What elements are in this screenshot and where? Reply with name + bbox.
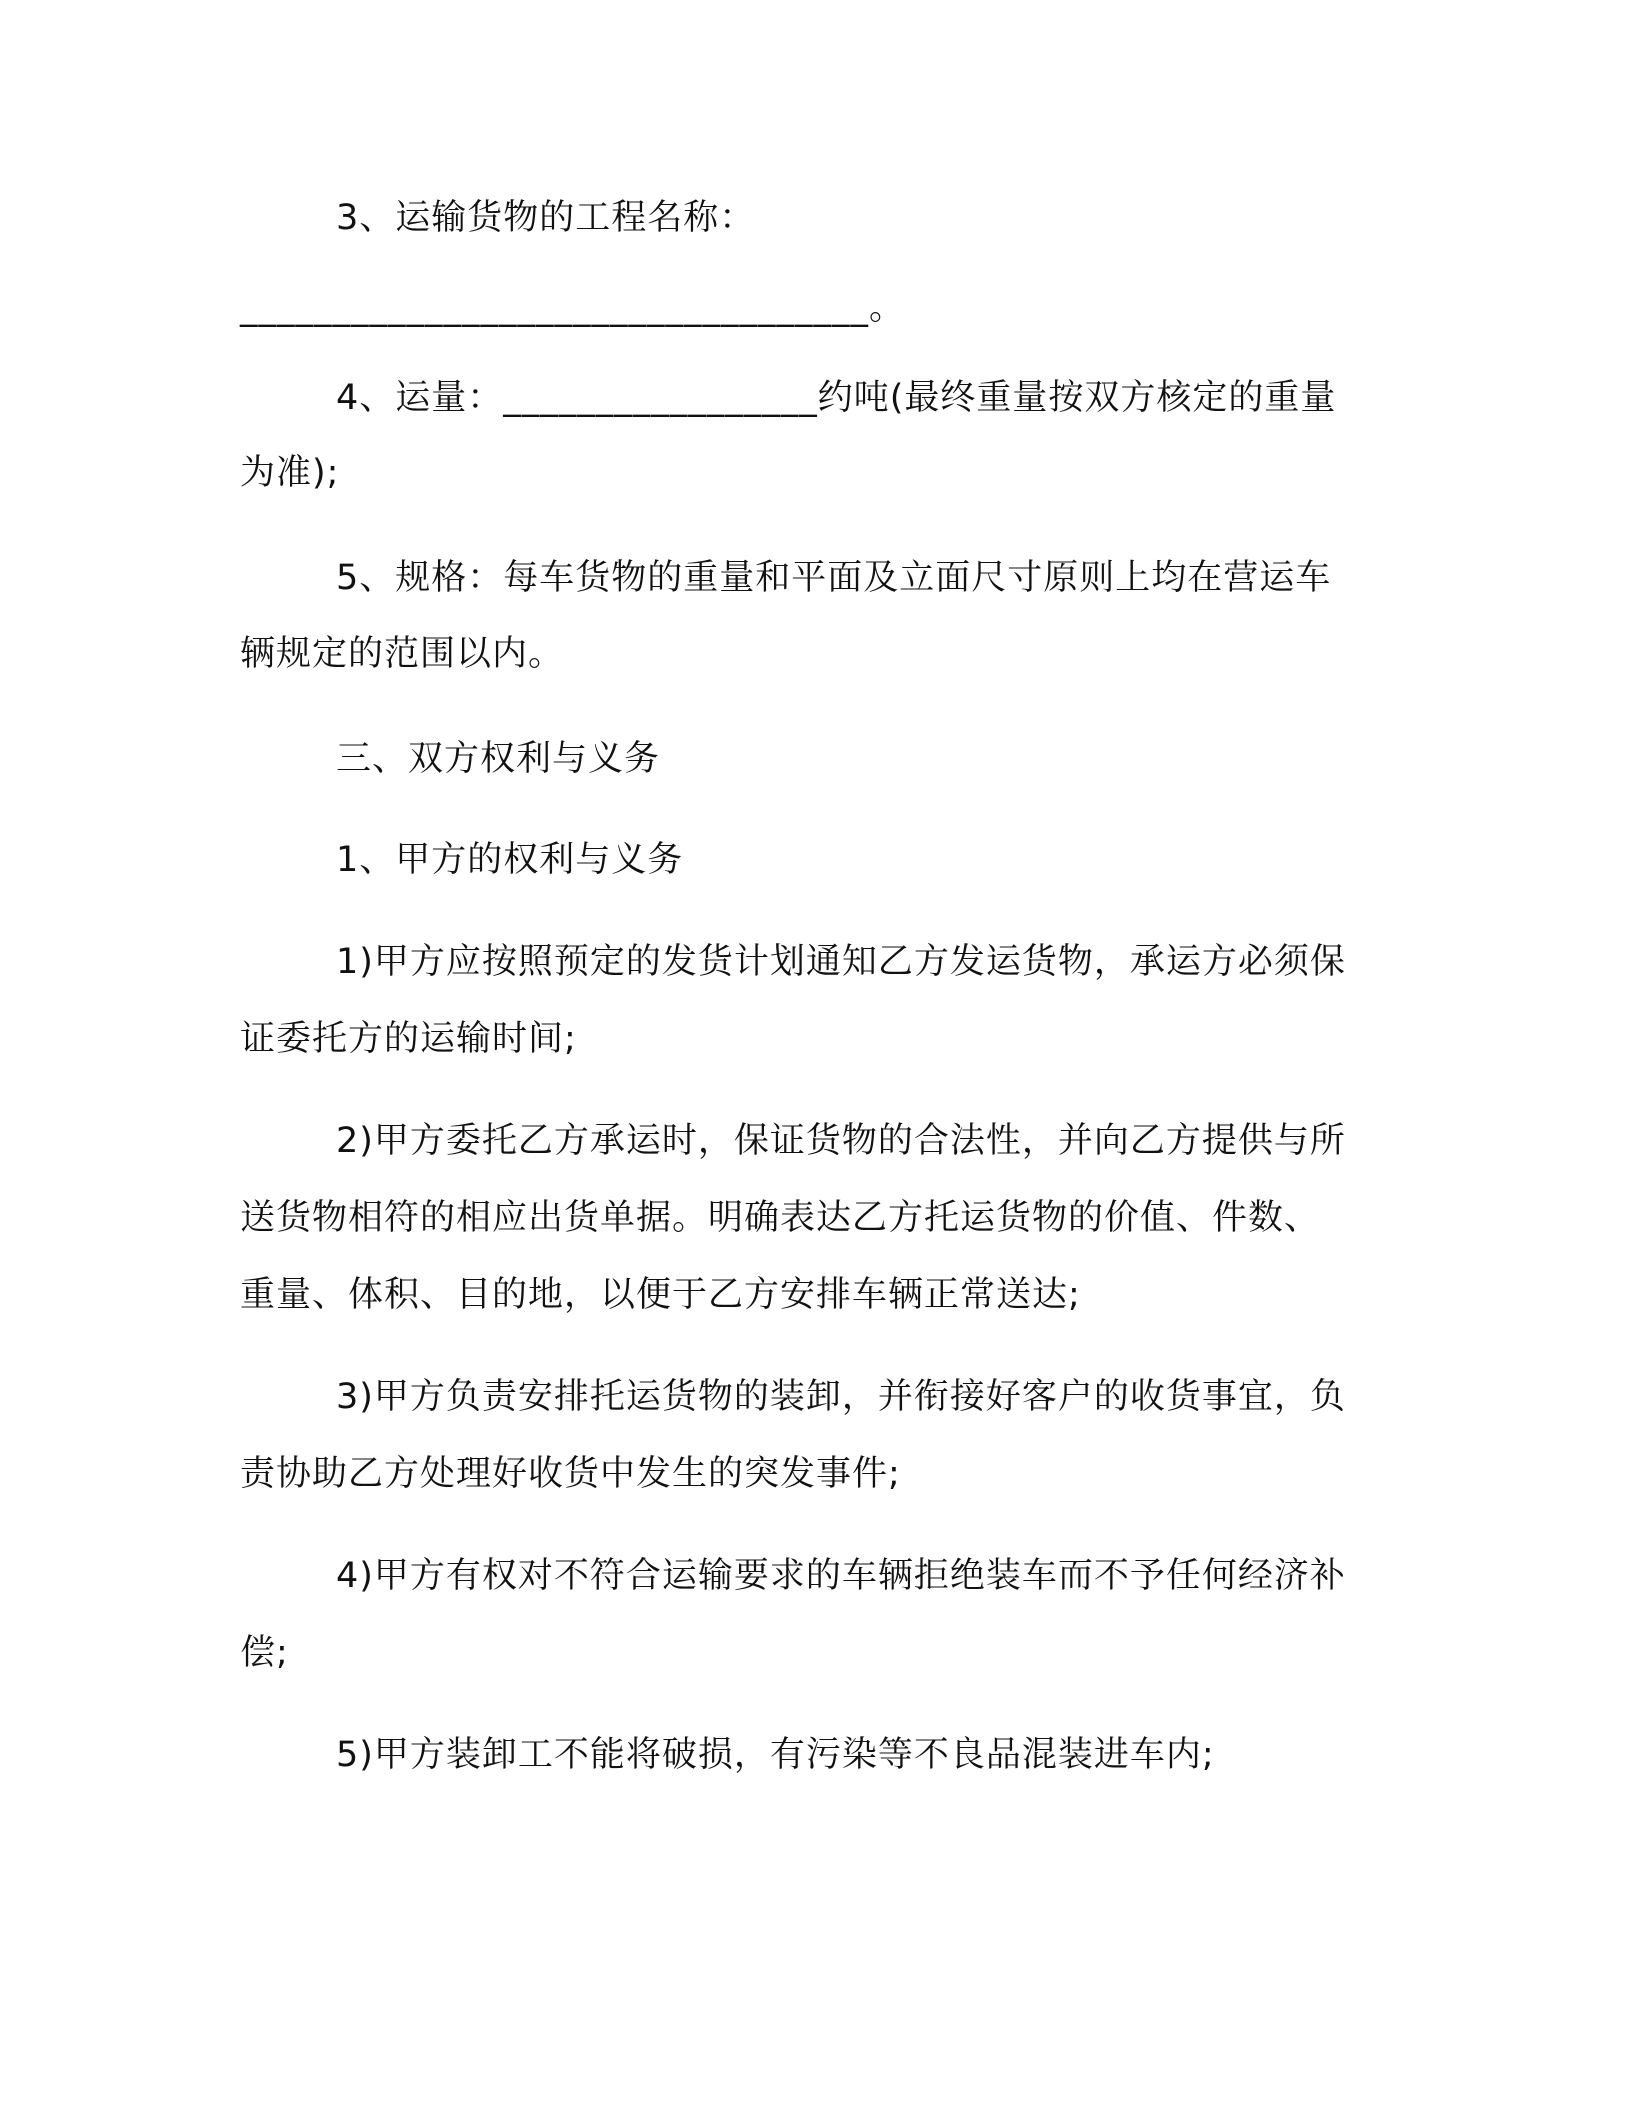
clause-3-heading: 3、运输货物的工程名称： xyxy=(336,198,756,238)
item-4-line-2: 偿; xyxy=(240,1633,289,1673)
item-4-line-1: 4)甲方有权对不符合运输要求的车辆拒绝装车而不予任何经济补 xyxy=(336,1556,1346,1596)
clause-5-line-2: 辆规定的范围以内。 xyxy=(240,634,565,674)
item-5-line-1: 5)甲方装卸工不能将破损，有污染等不良品混装进车内; xyxy=(336,1735,1215,1775)
section-3-heading: 三、双方权利与义务 xyxy=(336,739,661,779)
item-2-line-2: 送货物相符的相应出货单据。明确表达乙方托运货物的价值、件数、 xyxy=(240,1198,1321,1238)
item-3-line-1: 3)甲方负责安排托运货物的装卸，并衔接好客户的收货事宜，负 xyxy=(336,1377,1346,1417)
item-1-line-2: 证委托方的运输时间; xyxy=(240,1019,577,1059)
item-3-line-2: 责协助乙方处理好收货中发生的突发事件; xyxy=(240,1454,901,1494)
clause-5-line-1: 5、规格：每车货物的重量和平面及立面尺寸原则上均在营运车 xyxy=(336,558,1332,598)
clause-4-line-2: 为准); xyxy=(240,453,340,493)
item-2-line-3: 重量、体积、目的地，以便于乙方安排车辆正常送达; xyxy=(240,1275,1081,1315)
clause-3-blank-line: __________________________________。 xyxy=(240,288,906,328)
item-1-line-1: 1)甲方应按照预定的发货计划通知乙方发运货物，承运方必须保 xyxy=(336,942,1346,982)
party-a-heading: 1、甲方的权利与义务 xyxy=(336,840,684,880)
clause-4-line-1: 4、运量：_________________约吨(最终重量按双方核定的重量 xyxy=(336,378,1337,418)
item-2-line-1: 2)甲方委托乙方承运时，保证货物的合法性，并向乙方提供与所 xyxy=(336,1121,1346,1161)
